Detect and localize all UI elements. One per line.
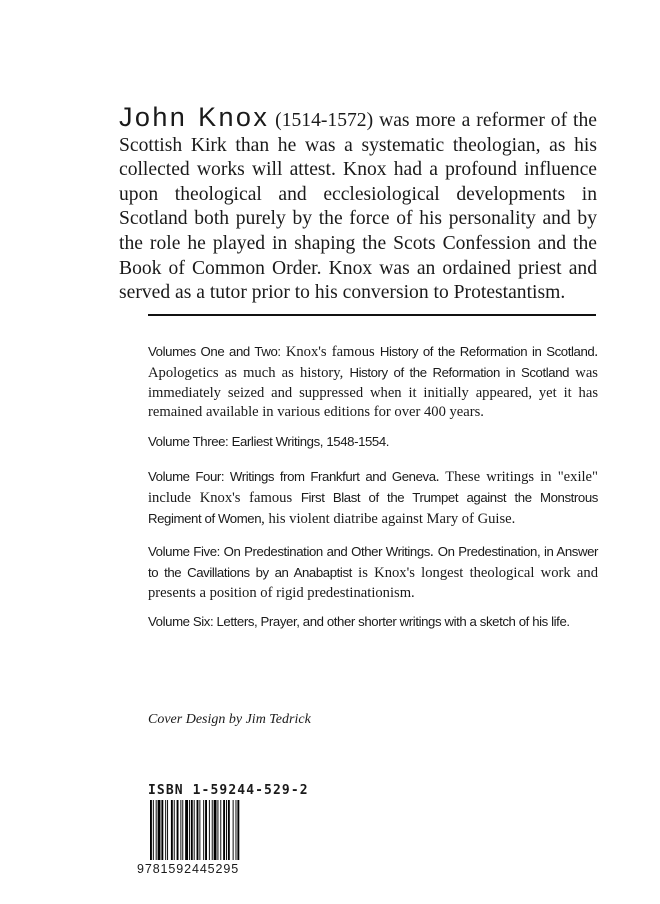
description-text: was immediately seized and suppressed when it initially appeared, yet it has remained available in various editions for over 400 years. [148, 364, 598, 421]
volume-three-description [148, 432, 598, 453]
volume-four-description [148, 467, 598, 529]
volume-label: Volume Three: Earliest Writings, 1548-1554. [148, 434, 390, 449]
author-name: John Knox [119, 102, 270, 132]
volume-label: Volumes One and Two: [148, 344, 281, 359]
volume-five-description [148, 542, 598, 603]
volume-label: Volume Six: Letters, Prayer, and other shorter writings with a sketch of his life. [148, 614, 570, 629]
book-title: On Predestination, in Answer to the Cavillations by an Anabaptist [148, 544, 598, 580]
volume-one-two-description [148, 342, 598, 423]
author-intro [119, 102, 597, 306]
volume-six-description [148, 612, 598, 633]
isbn-label: ISBN 1-59244-529-2 [148, 783, 309, 798]
description-text: Knox's famous [280, 344, 380, 360]
description-text: , his violent diatribe against Mary of Guise. [261, 510, 516, 527]
book-title: First Blast of the Trumpet against the Monstrous Regiment of Women [148, 489, 598, 526]
barcode-number: 9781592445295 [137, 862, 240, 876]
description-text: . Apologetics as much as history, [148, 344, 598, 381]
book-title: History of the Reformation in Scotland [349, 364, 570, 380]
volume-label: Volume Four: Writings from Frankfurt and Geneva [148, 469, 436, 484]
divider-rule [148, 314, 596, 316]
cover-design-credit: Cover Design by Jim Tedrick [148, 712, 311, 727]
volume-label: Volume Five: On Predestination and Other Writings [148, 544, 430, 559]
description-text: is Knox's longest theological work and presents a position of rigid predestinationism. [148, 564, 598, 601]
book-title: History of the Reformation in Scotland [379, 344, 595, 359]
barcode [150, 800, 268, 860]
description-text: . These writings in "exile" include Knox's famous [148, 469, 598, 506]
description-text: . [429, 544, 438, 560]
author-intro-text: (1514-1572) was more a reformer of the Scottish Kirk than he was a systematic theologian, as his collected works will attest. Knox had a profound influence upon theological and ecclesiological developments in Scotland both purely by the force of his personality and by the role he played in shaping the Scots Confession and the Book of Common Order. Knox was an ordained priest and served as a tutor prior to his conversion to Protestantism. [119, 110, 597, 304]
